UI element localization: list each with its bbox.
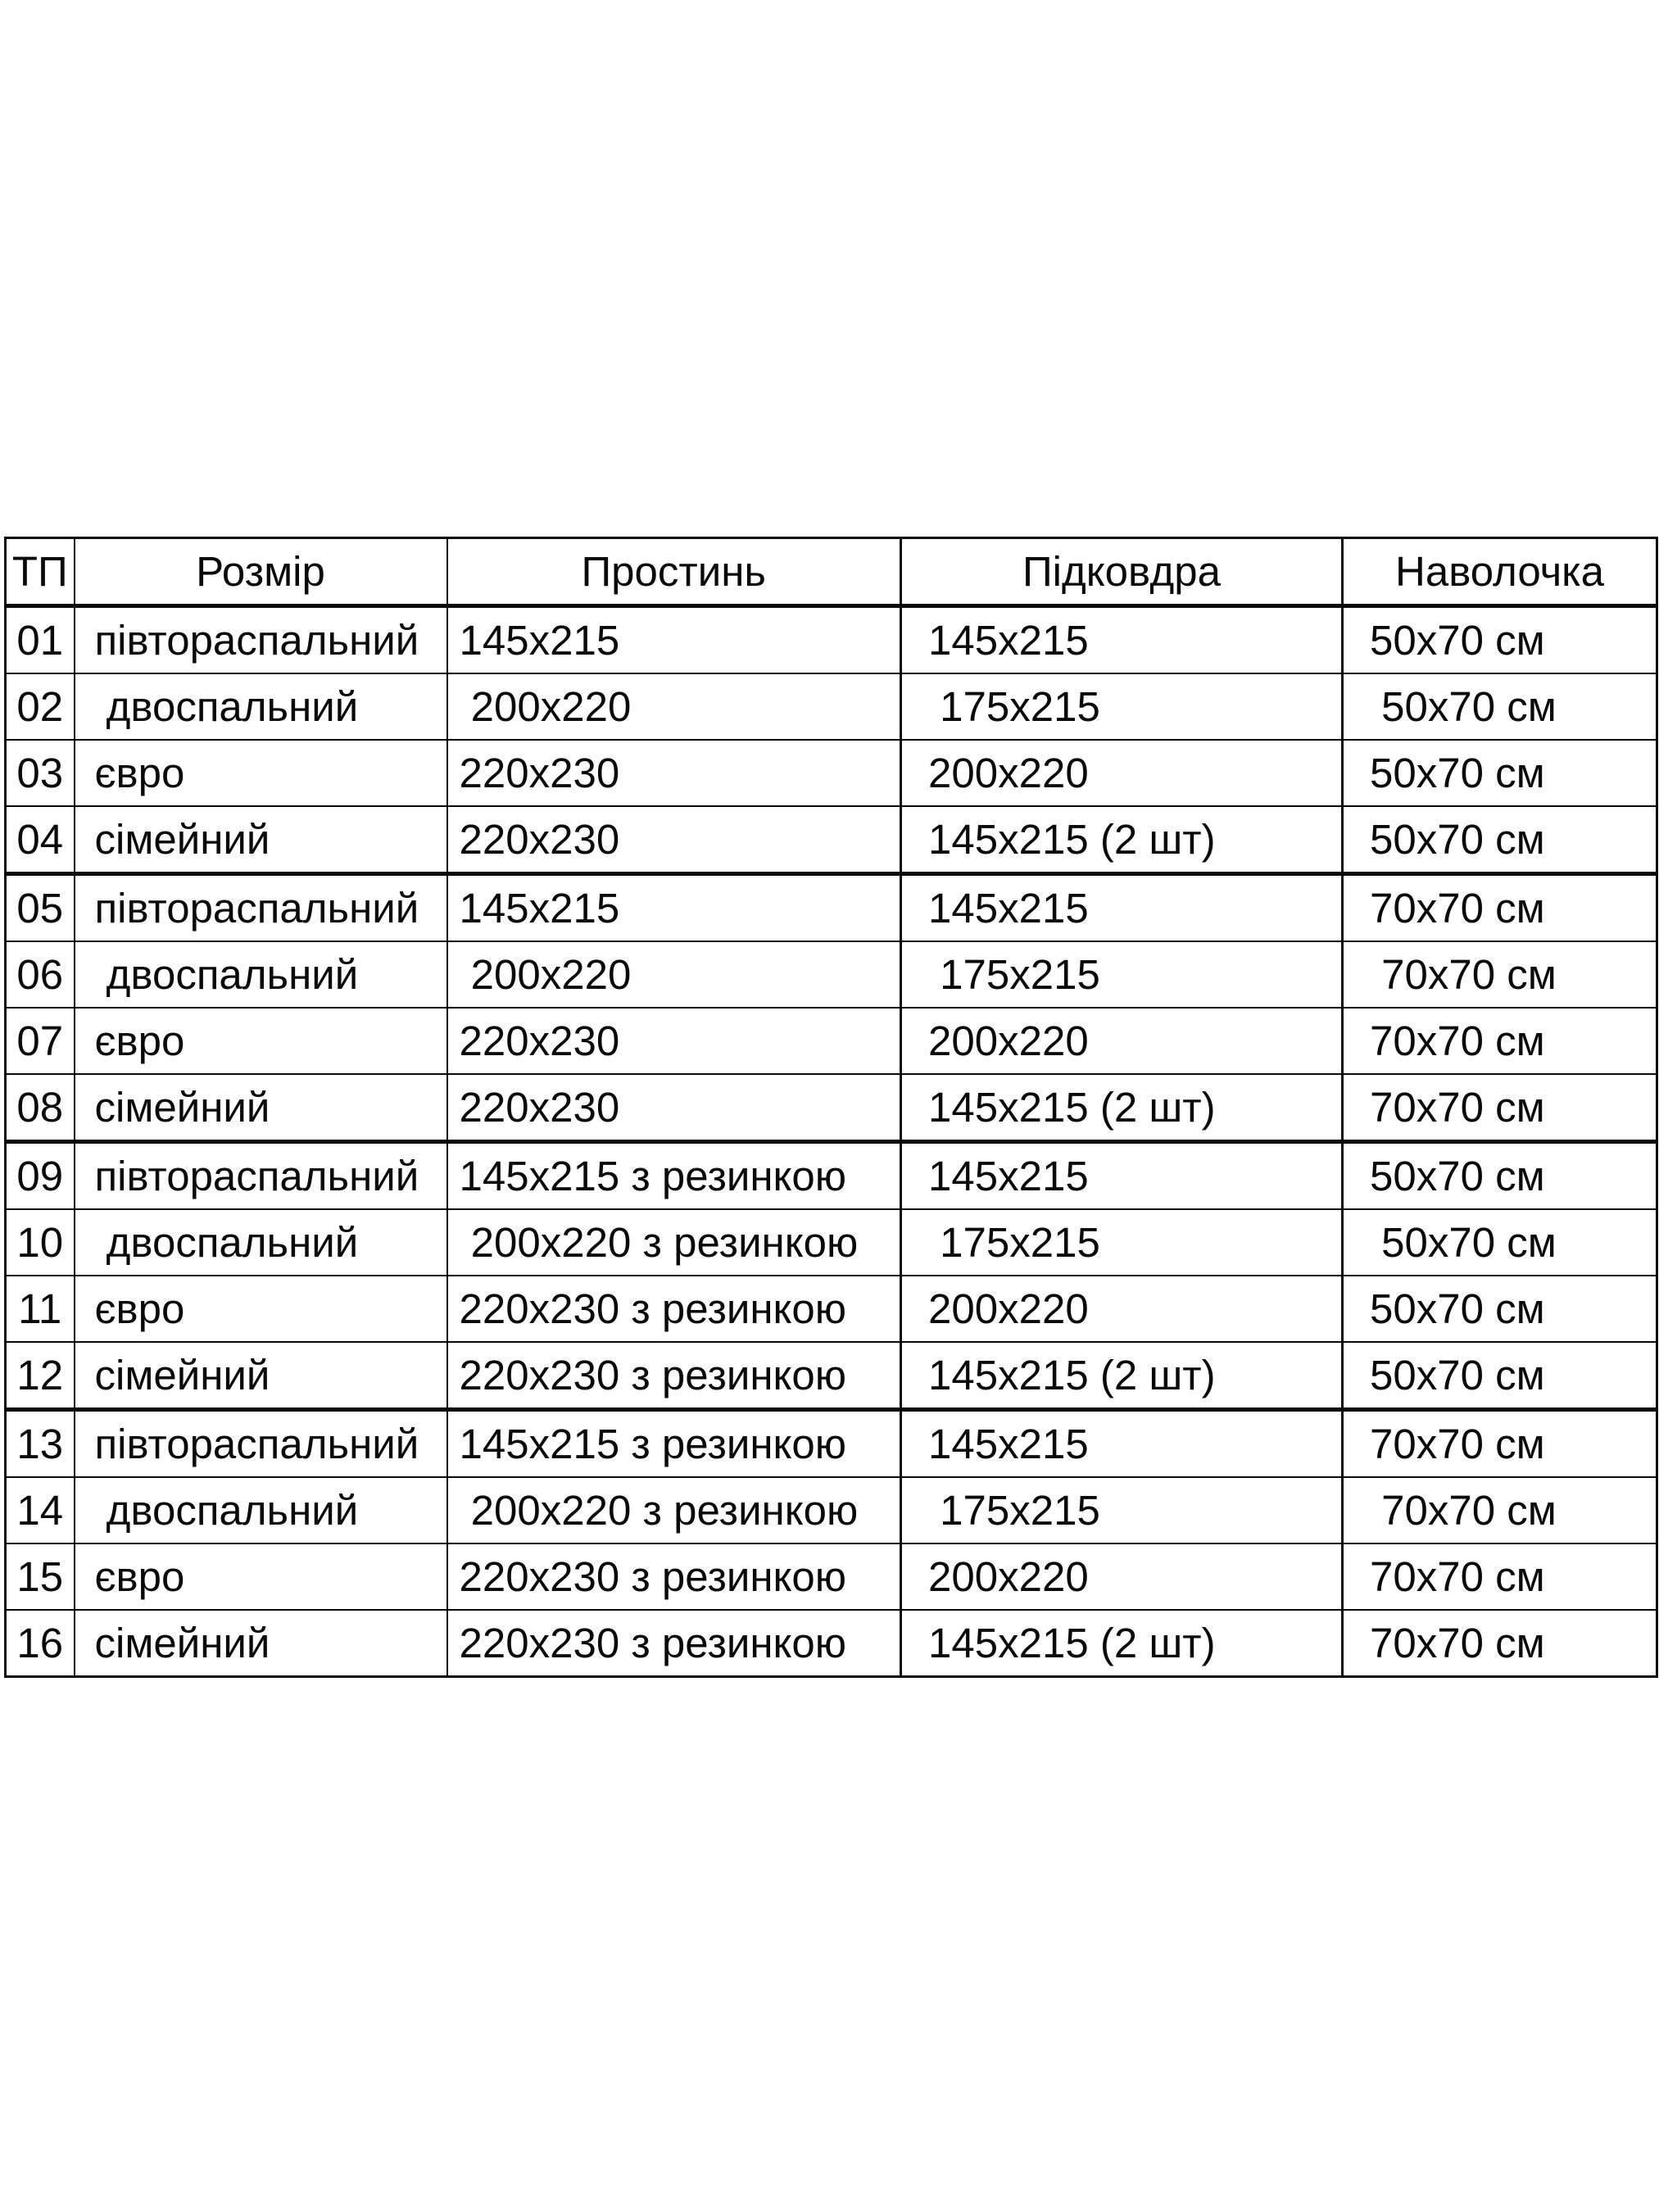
cell-pillow: 50х70 см <box>1343 606 1657 674</box>
table-row <box>6 740 1657 806</box>
cell-size: євро <box>75 740 447 806</box>
cell-size: сімейний <box>75 1342 447 1410</box>
cell-duvet: 175х215 <box>901 1209 1343 1276</box>
cell-size: двоспальний <box>75 1477 447 1543</box>
cell-pillow: 70х70 см <box>1343 941 1657 1008</box>
cell-pillow: 50х70 см <box>1343 1209 1657 1276</box>
cell-pillow: 50х70 см <box>1343 806 1657 874</box>
table-row <box>6 606 1657 674</box>
cell-sheet: 220х230 з резинкою <box>447 1543 901 1610</box>
table-row <box>6 1276 1657 1342</box>
cell-size: євро <box>75 1276 447 1342</box>
cell-duvet: 145х215 <box>901 1142 1343 1210</box>
table-row <box>6 1342 1657 1410</box>
cell-size: двоспальний <box>75 941 447 1008</box>
table-row <box>6 806 1657 874</box>
header-tp: ТП <box>6 538 75 606</box>
cell-sheet: 200х220 <box>447 673 901 740</box>
cell-pillow: 70х70 см <box>1343 1543 1657 1610</box>
cell-num: 14 <box>6 1477 75 1543</box>
cell-duvet: 175х215 <box>901 673 1343 740</box>
cell-num: 13 <box>6 1410 75 1478</box>
cell-num: 02 <box>6 673 75 740</box>
cell-sheet: 220х230 з резинкою <box>447 1610 901 1677</box>
cell-sheet: 145х215 з резинкою <box>447 1410 901 1478</box>
cell-sheet: 200х220 з резинкою <box>447 1477 901 1543</box>
cell-num: 05 <box>6 874 75 942</box>
cell-size: півтораспальний <box>75 1142 447 1210</box>
cell-duvet: 145х215 <box>901 874 1343 942</box>
header-pillow: Наволочка <box>1343 538 1657 606</box>
cell-sheet: 145х215 з резинкою <box>447 1142 901 1210</box>
table-row <box>6 1610 1657 1677</box>
cell-pillow: 70х70 см <box>1343 1074 1657 1142</box>
cell-pillow: 70х70 см <box>1343 1008 1657 1074</box>
table-row <box>6 1074 1657 1142</box>
cell-pillow: 70х70 см <box>1343 1610 1657 1677</box>
table-body <box>6 606 1657 1677</box>
cell-sheet: 200х220 з резинкою <box>447 1209 901 1276</box>
cell-sheet: 200х220 <box>447 941 901 1008</box>
cell-size: сімейний <box>75 1074 447 1142</box>
header-duvet: Підковдра <box>901 538 1343 606</box>
cell-num: 03 <box>6 740 75 806</box>
cell-sheet: 220х230 <box>447 806 901 874</box>
cell-duvet: 200х220 <box>901 1008 1343 1074</box>
cell-duvet: 175х215 <box>901 1477 1343 1543</box>
bedding-size-table <box>4 537 1658 1678</box>
table-row <box>6 1477 1657 1543</box>
cell-num: 08 <box>6 1074 75 1142</box>
cell-duvet: 200х220 <box>901 1276 1343 1342</box>
cell-size: євро <box>75 1543 447 1610</box>
cell-pillow: 50х70 см <box>1343 740 1657 806</box>
cell-num: 01 <box>6 606 75 674</box>
cell-sheet: 145х215 <box>447 606 901 674</box>
cell-num: 12 <box>6 1342 75 1410</box>
header-sheet: Простинь <box>447 538 901 606</box>
cell-duvet: 145х215 (2 шт) <box>901 1610 1343 1677</box>
table-row <box>6 1142 1657 1210</box>
cell-num: 10 <box>6 1209 75 1276</box>
cell-num: 07 <box>6 1008 75 1074</box>
cell-sheet: 220х230 <box>447 1008 901 1074</box>
cell-size: двоспальний <box>75 1209 447 1276</box>
cell-duvet: 200х220 <box>901 740 1343 806</box>
table-row <box>6 1008 1657 1074</box>
table-row <box>6 1410 1657 1478</box>
table-row <box>6 874 1657 942</box>
cell-sheet: 220х230 з резинкою <box>447 1342 901 1410</box>
cell-duvet: 145х215 <box>901 606 1343 674</box>
cell-num: 09 <box>6 1142 75 1210</box>
cell-duvet: 175х215 <box>901 941 1343 1008</box>
cell-num: 11 <box>6 1276 75 1342</box>
cell-size: півтораспальний <box>75 874 447 942</box>
header-size: Розмір <box>75 538 447 606</box>
cell-size: півтораспальний <box>75 1410 447 1478</box>
table-row <box>6 1543 1657 1610</box>
cell-duvet: 145х215 <box>901 1410 1343 1478</box>
table-row <box>6 1209 1657 1276</box>
table-row <box>6 673 1657 740</box>
cell-size: сімейний <box>75 1610 447 1677</box>
cell-sheet: 220х230 з резинкою <box>447 1276 901 1342</box>
cell-size: сімейний <box>75 806 447 874</box>
table-row <box>6 941 1657 1008</box>
cell-num: 16 <box>6 1610 75 1677</box>
table-header <box>6 538 1657 606</box>
cell-duvet: 145х215 (2 шт) <box>901 1342 1343 1410</box>
cell-sheet: 145х215 <box>447 874 901 942</box>
cell-sheet: 220х230 <box>447 1074 901 1142</box>
cell-pillow: 70х70 см <box>1343 1477 1657 1543</box>
cell-size: двоспальний <box>75 673 447 740</box>
table-header-row <box>6 538 1657 606</box>
cell-sheet: 220х230 <box>447 740 901 806</box>
cell-size: євро <box>75 1008 447 1074</box>
cell-pillow: 70х70 см <box>1343 1410 1657 1478</box>
cell-duvet: 145х215 (2 шт) <box>901 806 1343 874</box>
cell-pillow: 70х70 см <box>1343 874 1657 942</box>
cell-pillow: 50х70 см <box>1343 673 1657 740</box>
cell-duvet: 200х220 <box>901 1543 1343 1610</box>
cell-pillow: 50х70 см <box>1343 1142 1657 1210</box>
cell-num: 06 <box>6 941 75 1008</box>
cell-pillow: 50х70 см <box>1343 1342 1657 1410</box>
cell-size: півтораспальний <box>75 606 447 674</box>
cell-duvet: 145х215 (2 шт) <box>901 1074 1343 1142</box>
cell-num: 04 <box>6 806 75 874</box>
cell-num: 15 <box>6 1543 75 1610</box>
cell-pillow: 50х70 см <box>1343 1276 1657 1342</box>
